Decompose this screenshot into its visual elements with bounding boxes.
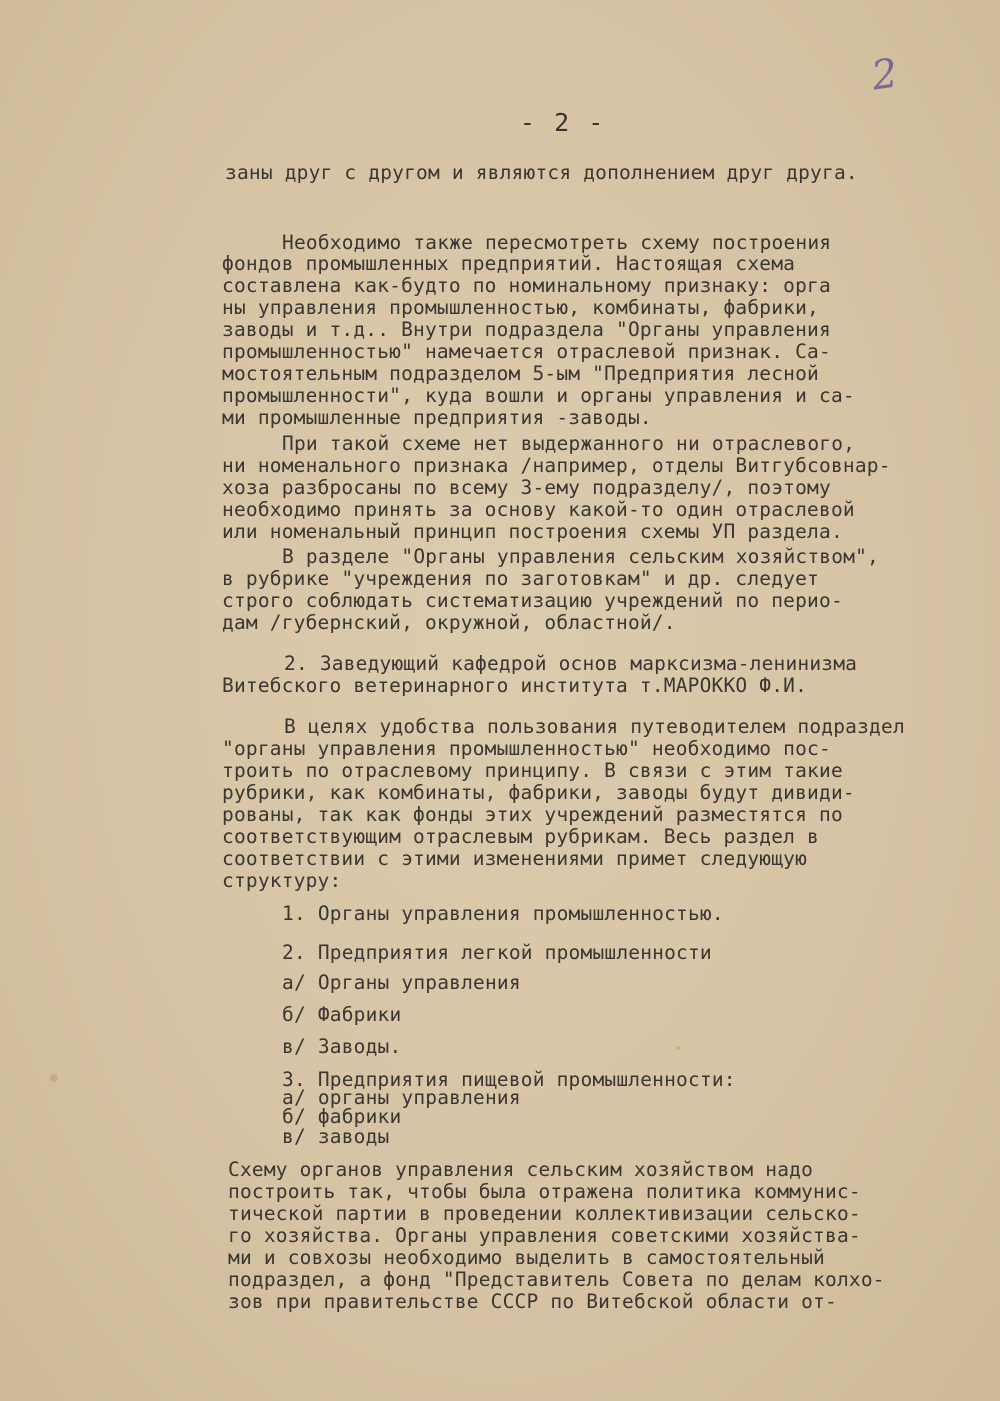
text-line: троить по отраслевому принципу. В связи с этим такие [222,759,843,782]
text-line: 1. Органы управления промышленностью. [282,902,724,925]
text-line: фондов промышленных предприятий. Настоящая схема [222,252,796,275]
text-line: в рубрике "учреждения по заготовкам" и др. следует [222,567,819,590]
text-line: заны друг с другом и являются дополнением друг друга. [225,161,858,184]
text-line: Витебского ветеринарного института т.МАРОККО Ф.И. [222,674,808,697]
text-line: ми и совхозы необходимо выделить в самостоятельный [228,1246,825,1269]
text-line: заводы и т.д.. Внутри подраздела "Органы управления [222,318,831,341]
text-line: составлена как-будто по номинальному признаку: орга [222,274,831,297]
text-line: мостоятельным подразделом 5-ым "Предприятия лесной [222,362,819,385]
text-line: Схему органов управления сельским хозяйством надо [228,1158,814,1181]
text-line: "органы управления промышленностью" необходимо пос- [222,737,831,760]
text-line: ни номенального признака /например, отделы Витгубсовнар- [222,454,891,477]
text-line: дам /губернский, окружной, областной/. [222,611,676,634]
text-line: а/ органы управления [282,1086,521,1109]
text-line: соответствующим отраслевым рубрикам. Весь раздел в [222,825,819,848]
text-line: рубрики, как комбинаты, фабрики, заводы будут дивиди- [222,781,855,804]
text-line: рованы, так как фонды этих учреждений разместятся по [222,803,843,826]
text-line: б/ фабрики [282,1105,402,1128]
text-line: тической партии в проведении коллективизации сельско- [228,1202,861,1225]
text-line: соответствии с этими изменениями примет следующую [222,847,808,870]
text-line: ми промышленные предприятия -заводы. [222,406,652,429]
text-line: зов при правительстве СССР по Витебской области от- [228,1290,837,1313]
text-line: б/ Фабрики [282,1003,402,1026]
handwritten-page-number: 2 [868,50,901,100]
text-line: подраздел, а фонд "Представитель Совета по делам колхо- [228,1268,885,1291]
text-line: При такой схеме нет выдержанного ни отраслевого, [282,432,856,455]
text-line: структуру: [222,869,342,892]
text-line: в/ Заводы. [282,1035,402,1058]
text-line: 3. Предприятия пищевой промышленности: [282,1068,736,1091]
text-line: а/ Органы управления [282,971,521,994]
paper-mark [50,1074,58,1082]
text-line: промышленностью" намечается отраслевой признак. Са- [222,340,831,363]
paper-mark [676,1046,680,1050]
text-line: 2. Предприятия легкой промышленности [282,941,712,964]
text-line: Необходимо также пересмотреть схему построения [282,231,832,254]
text-line: построить так, чтобы была отражена политика коммунис- [228,1180,861,1203]
text-line: строго соблюдать систематизацию учреждений по перио- [222,589,843,612]
text-line: ны управления промышленностью, комбинаты, фабрики, [222,296,819,319]
text-line: или номенальный принцип построения схемы УП раздела. [222,520,843,543]
text-line: В целях удобства пользования путеводителем подраздел [284,715,905,738]
text-line: В разделе "Органы управления сельским хозяйством", [282,545,879,568]
text-line: хоза разбросаны по всему 3-ему подразделу/, поэтому [222,476,831,499]
text-line: в/ заводы [282,1125,390,1148]
text-line: го хозяйства. Органы управления советскими хозяйства- [228,1224,861,1247]
text-line: промышленности", куда вошли и органы управления и са- [222,384,855,407]
text-line: 2. Заведующий кафедрой основ марксизма-ленинизма [284,652,858,675]
page-number: - 2 - [520,108,606,137]
text-line: необходимо принять за основу какой-то один отраслевой [222,498,855,521]
